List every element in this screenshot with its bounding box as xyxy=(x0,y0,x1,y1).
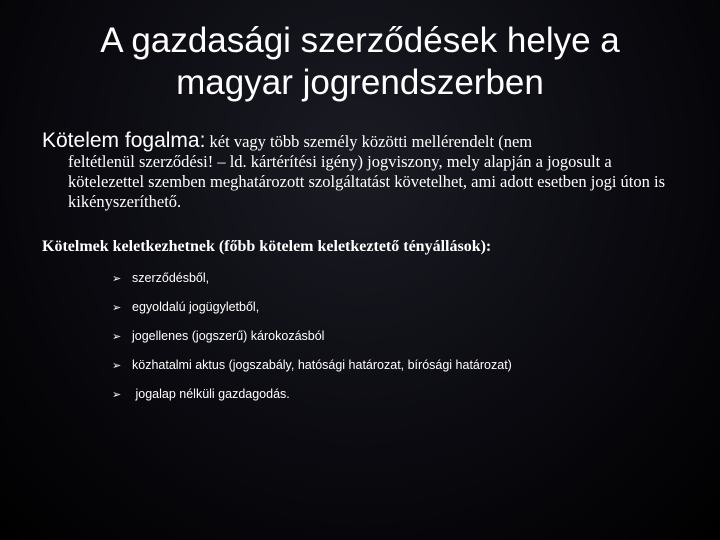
arrow-bullet-icon: ➢ xyxy=(112,389,122,401)
slide-title xyxy=(20,20,700,104)
definition-body-continuation: feltétlenül szerződési! – ld. kártérítési igény) jogviszony, mely alapján a jogosult a kötelezettel szemben meghatározott szolgáltatást követelhet, ami adott esetben jogi úton is kikényszeríthető. xyxy=(68,152,666,211)
arrow-bullet-icon: ➢ xyxy=(112,331,122,343)
title-line-2: magyar jogrendszerben xyxy=(176,63,544,102)
list-item-text: szerződésből, xyxy=(132,271,210,285)
definition-lead: Kötelem fogalma: xyxy=(42,129,206,152)
arrow-bullet-icon: ➢ xyxy=(112,273,122,285)
list-item-text: jogalap nélküli gazdagodás. xyxy=(132,387,290,401)
list-item-text: közhatalmi aktus (jogszabály, hatósági határozat, bírósági határozat) xyxy=(132,358,512,372)
list-heading: Kötelmek keletkezhetnek (főbb kötelem keletkeztető tényállások): xyxy=(42,238,492,255)
list-item xyxy=(112,355,672,375)
list-item xyxy=(112,326,672,346)
list-item-text: jogellenes (jogszerű) károkozásból xyxy=(132,329,325,343)
list-item-text: egyoldalú jogügyletből, xyxy=(132,300,260,314)
list-item xyxy=(112,384,672,404)
definition-paragraph xyxy=(42,131,682,212)
list-item xyxy=(112,297,672,317)
list-item xyxy=(112,268,672,288)
arrow-bullet-icon: ➢ xyxy=(112,360,122,372)
title-line-1: A gazdasági szerződések helye a xyxy=(100,21,620,60)
arrow-bullet-icon: ➢ xyxy=(112,302,122,314)
definition-body-first-line: két vagy több személy közötti mellérendelt (nem xyxy=(209,132,533,151)
